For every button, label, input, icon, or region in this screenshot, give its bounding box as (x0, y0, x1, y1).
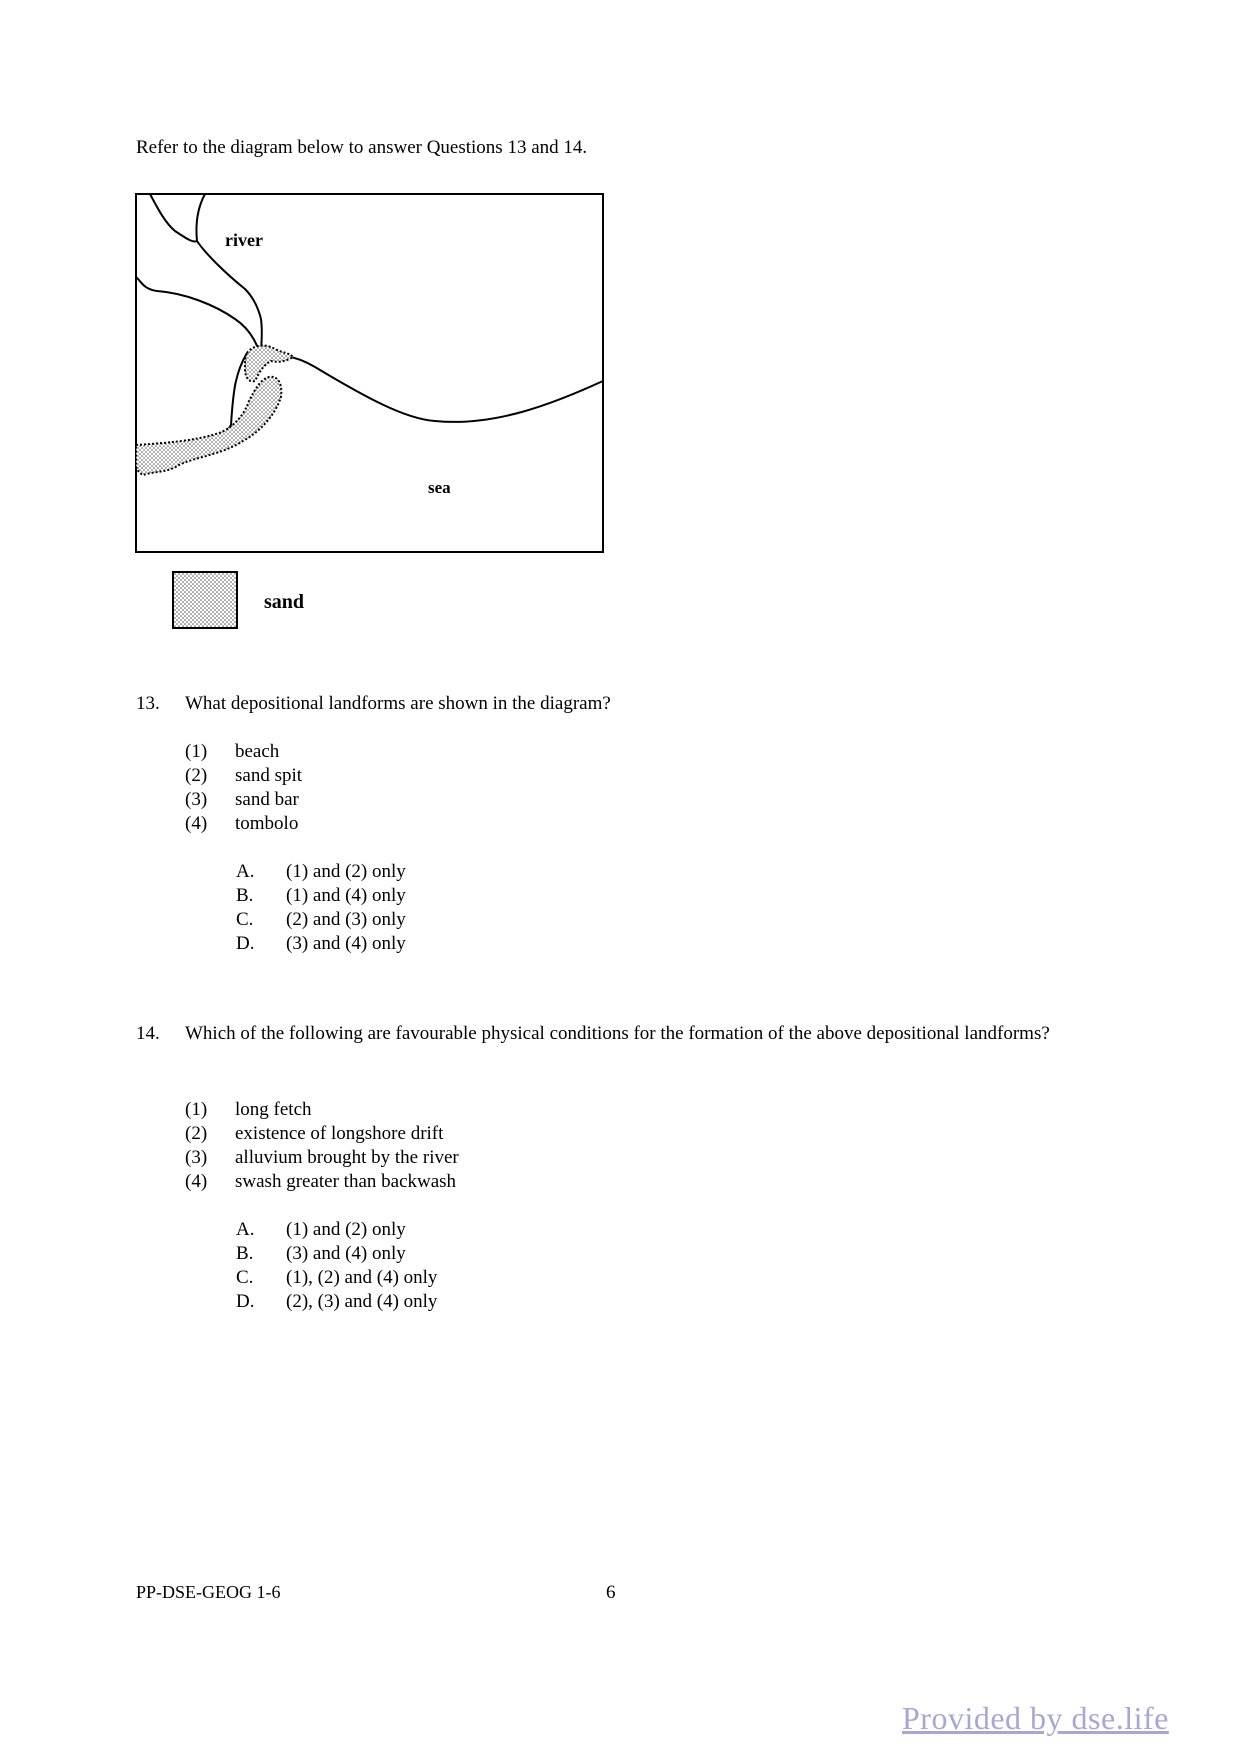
coastline (263, 355, 603, 422)
question-text: What depositional landforms are shown in the diagram? (185, 693, 611, 714)
option-letter: C. (236, 909, 254, 930)
option-letter: D. (236, 1291, 255, 1312)
option-text: (3) and (4) only (286, 1243, 406, 1264)
item-text: sand spit (235, 765, 303, 786)
item-text: sand bar (235, 789, 299, 810)
question-number: 13. (136, 693, 160, 714)
sea-label: sea (428, 478, 451, 497)
option-text: (2) and (3) only (286, 909, 406, 930)
item-number: (4) (185, 1171, 208, 1192)
option-text: (1), (2) and (4) only (286, 1267, 438, 1288)
item-number: (1) (185, 1099, 208, 1120)
sand-legend-swatch (172, 571, 240, 631)
diagram-frame (136, 194, 603, 552)
sand-spit (136, 377, 281, 475)
item-number: (4) (185, 813, 208, 834)
item-text: beach (235, 741, 280, 762)
item-text: swash greater than backwash (235, 1171, 457, 1192)
sand-legend-label: sand (264, 591, 305, 613)
river-bank-top (196, 194, 205, 241)
coastal-diagram (135, 193, 605, 555)
option-letter: A. (236, 1219, 255, 1240)
river-bank-left (150, 194, 261, 319)
item-text: existence of longshore drift (235, 1123, 444, 1144)
item-number: (3) (185, 789, 208, 810)
option-text: (1) and (2) only (286, 1219, 406, 1240)
option-text: (1) and (4) only (286, 885, 406, 906)
river-label: river (225, 230, 263, 250)
question-text: Which of the following are favourable physical conditions for the formation of the above depositional landforms? (185, 1023, 1050, 1044)
option-text: (2), (3) and (4) only (286, 1291, 438, 1312)
watermark-link[interactable]: Provided by dse.life (902, 1700, 1169, 1736)
option-letter: C. (236, 1267, 254, 1288)
item-number: (3) (185, 1147, 208, 1168)
coast-upper (136, 277, 261, 359)
item-number: (2) (185, 765, 208, 786)
option-text: (1) and (2) only (286, 861, 406, 882)
option-letter: B. (236, 1243, 254, 1264)
paper-code: PP-DSE-GEOG 1-6 (136, 1582, 281, 1602)
option-letter: B. (236, 885, 254, 906)
intro-text: Refer to the diagram below to answer Questions 13 and 14. (136, 137, 588, 158)
question-number: 14. (136, 1023, 160, 1044)
item-number: (1) (185, 741, 208, 762)
item-number: (2) (185, 1123, 208, 1144)
item-text: tombolo (235, 813, 299, 834)
page-number: 6 (606, 1582, 616, 1603)
option-letter: A. (236, 861, 255, 882)
item-text: long fetch (235, 1099, 312, 1120)
option-text: (3) and (4) only (286, 933, 406, 954)
item-text: alluvium brought by the river (235, 1147, 459, 1168)
option-letter: D. (236, 933, 255, 954)
